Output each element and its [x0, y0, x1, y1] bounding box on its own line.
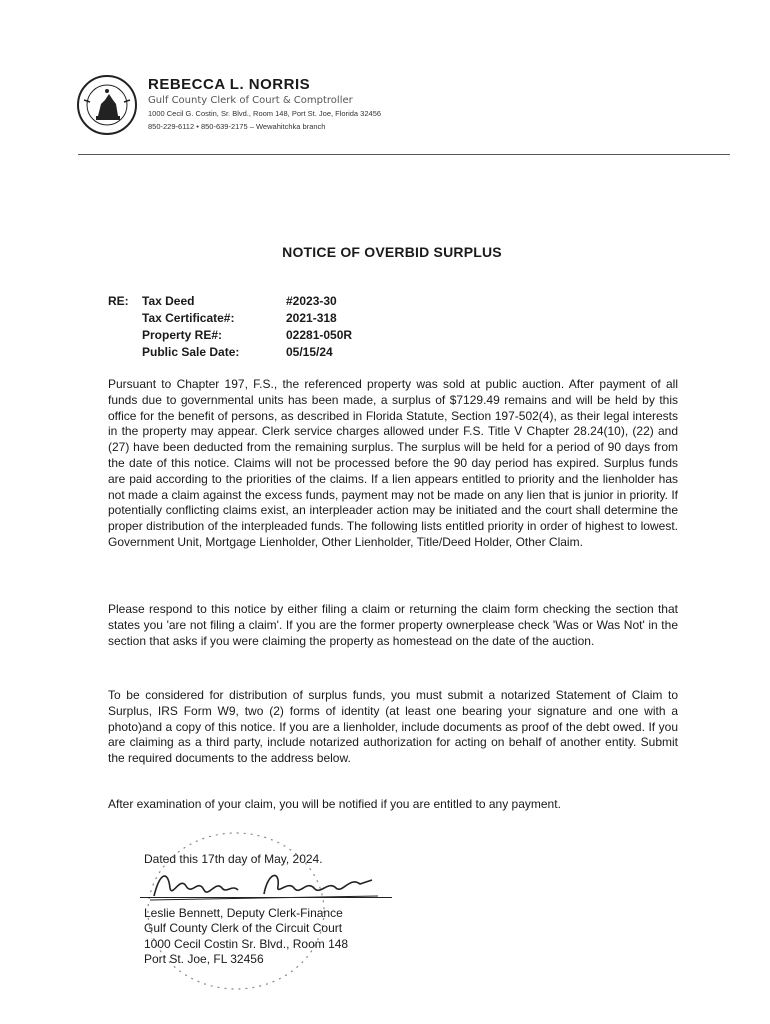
re-key: Tax Certificate#:	[142, 311, 235, 325]
re-row-tax-certificate	[142, 311, 402, 327]
re-row-property	[142, 328, 402, 344]
letterhead-divider	[78, 154, 730, 155]
re-value: 2021-318	[286, 311, 337, 325]
paragraph-closing: After examination of your claim, you will be notified if you are entitled to any payment.	[108, 797, 561, 811]
re-row-tax-deed	[142, 294, 402, 310]
re-label: RE:	[108, 294, 129, 308]
dated-line: Dated this 17th day of May, 2024.	[144, 852, 323, 866]
paragraph-respond: Please respond to this notice by either filing a claim or returning the claim form checking the section that states you 'are not filing a claim'. If you are the former property ownerplease check 'Was or Was Not' in the section that asks if you were claiming the property as homestead on the date of the auction.	[108, 602, 678, 648]
paragraph-requirements: To be considered for distribution of surplus funds, you must submit a notarized Statement of Claim to Surplus, IRS Form W9, two (2) forms of identity (at least one bearing your signature and one with a photo)and a copy of this notice. If you are a lienholder, include documents as proof of the debt owed. If you are claiming as a third party, include notarized authorization for acting on behalf of another entity. Submit the required documents to the address below.	[108, 688, 678, 766]
re-row-sale-date	[142, 345, 402, 361]
clerk-title: Gulf County Clerk of Court & Comptroller	[148, 95, 353, 106]
handwritten-signature-icon	[146, 866, 386, 906]
re-value: 05/15/24	[286, 345, 333, 359]
clerk-address: 1000 Cecil G. Costin, Sr. Blvd., Room 148, Port St. Joe, Florida 32456	[148, 109, 382, 118]
paragraph-surplus-details: Pursuant to Chapter 197, F.S., the referenced property was sold at public auction. After payment of all funds due to governmental units has been made, a surplus of $7129.49 remains and will be held by this office for the benefit of persons, as described in Florida Statute, Section 197-502(4), as their legal interests in the property may appear. Clerk service charges allowed under F.S. Title V Chapter 28.24(10), (22) and (27) have been deducted from the remaining surplus. The surplus will be held for a period of 90 days from the date of this notice. Claims will not be processed before the 90 day period has expired. Surplus funds are paid according to the priorities of the claims. If a lien appears entitled to priority and the lienholder has not made a claim against the excess funds, payment may not be made on any lien that is junior in priority. If potentially conflicting claims exist, an interpleader action may be initiated and the court shall determine the proper distribution of the interpleaded funds. The following lists entitled priority in order of highest to lowest. Government Unit, Mortgage Lienholder, Other Lienholder, Title/Deed Holder, Other Claim.	[108, 377, 678, 549]
signer-city: Port St. Joe, FL 32456	[144, 952, 264, 967]
letterhead	[148, 76, 381, 132]
re-key: Tax Deed	[142, 294, 195, 308]
re-value: 02281-050R	[286, 328, 353, 342]
county-seal-icon	[76, 74, 138, 136]
clerk-phones: 850-229-6112 • 850-639-2175 – Wewahitchka branch	[148, 122, 326, 132]
re-value: #2023-30	[286, 294, 337, 308]
re-key: Public Sale Date:	[142, 345, 240, 359]
signer-street: 1000 Cecil Costin Sr. Blvd., Room 148	[144, 936, 349, 951]
signer-office: Gulf County Clerk of the Circuit Court	[144, 921, 343, 936]
document-title: NOTICE OF OVERBID SURPLUS	[282, 244, 502, 260]
clerk-name: REBECCA L. NORRIS	[148, 76, 311, 93]
signer-name: Leslie Bennett, Deputy Clerk-Finance	[144, 905, 343, 920]
re-key: Property RE#:	[142, 328, 223, 342]
